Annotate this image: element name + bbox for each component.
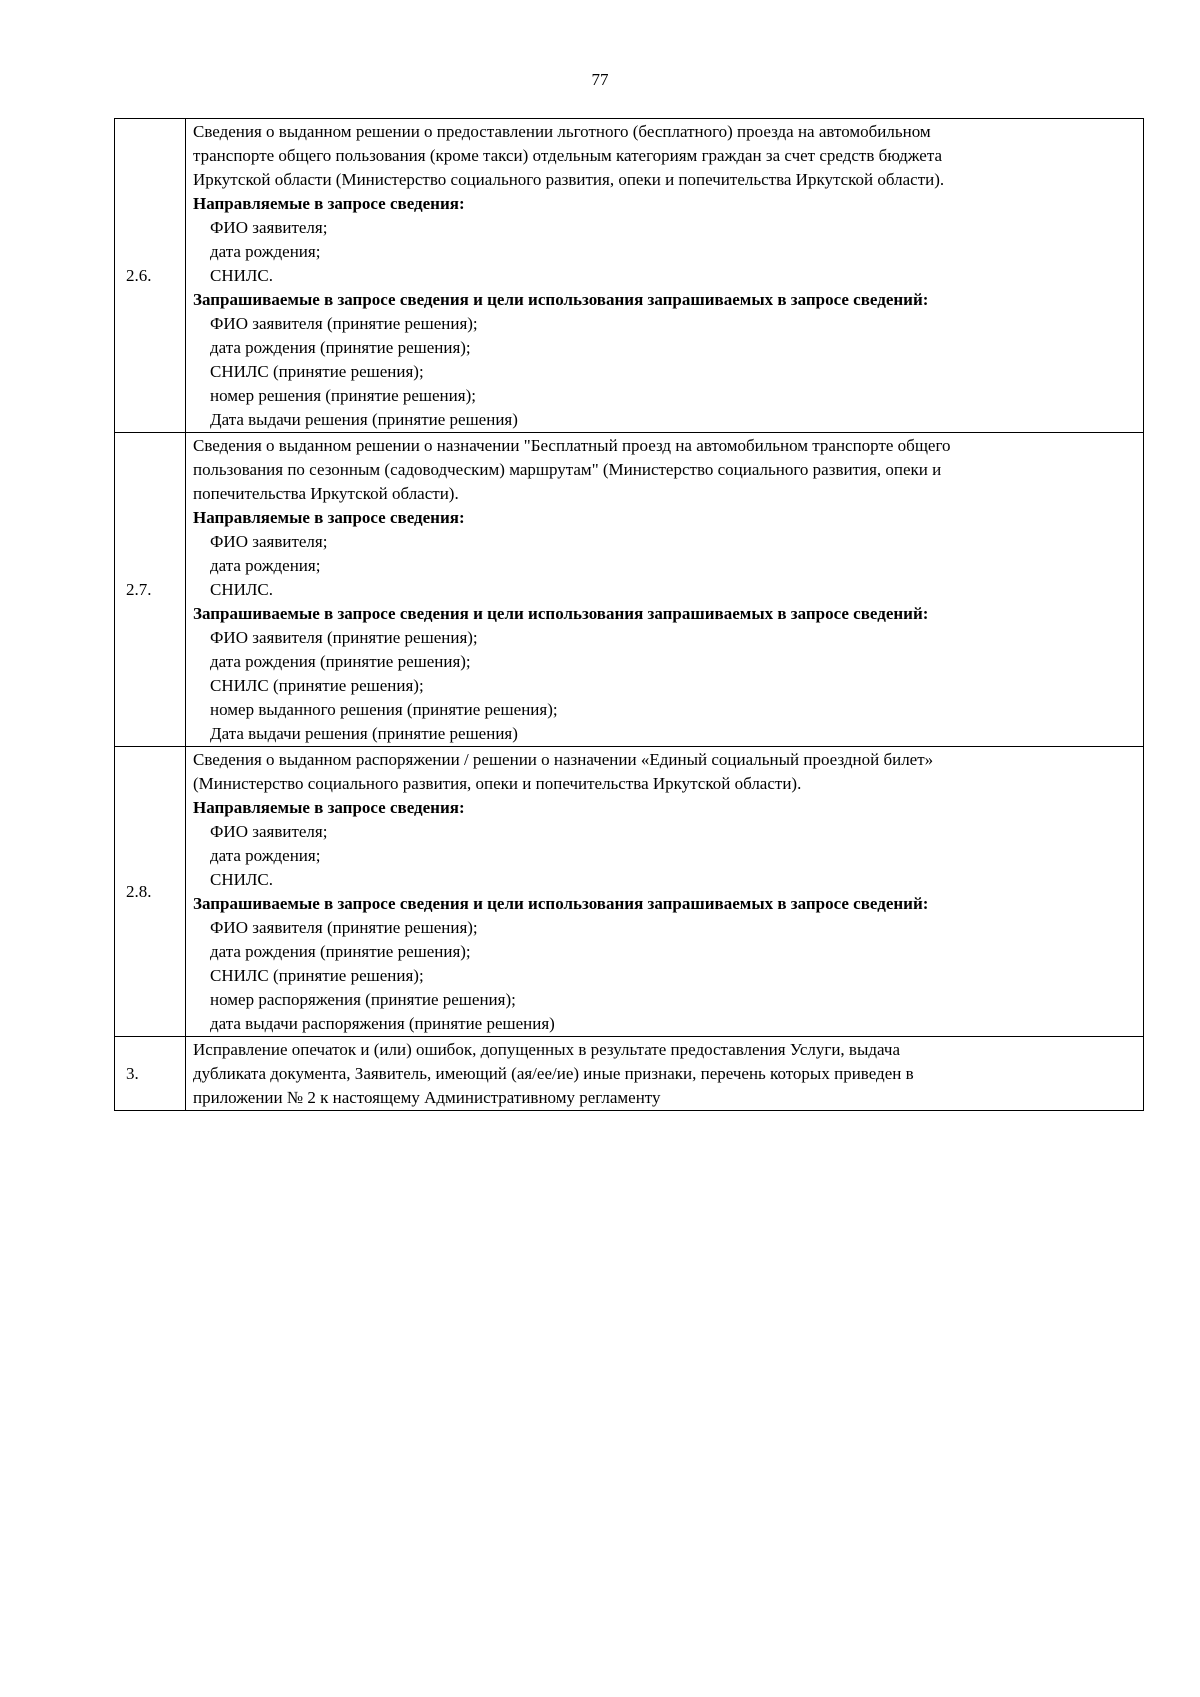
row-line: пользования по сезонным (садоводческим) маршрутам" (Министерство социального развития, опеки и [193, 460, 942, 479]
list-item: СНИЛС (принятие решения); [210, 676, 424, 695]
list-item: СНИЛС. [210, 870, 274, 889]
list-item: СНИЛС. [210, 266, 274, 285]
list-item: СНИЛС (принятие решения); [210, 966, 424, 985]
list-item: СНИЛС (принятие решения); [210, 362, 424, 381]
row-number: 2.7. [115, 433, 186, 747]
row-number: 2.8. [115, 747, 186, 1037]
section-heading: Запрашиваемые в запросе сведения и цели использования запрашиваемых в запросе сведений: [193, 604, 929, 623]
row-line: Сведения о выданном решении о предоставлении льготного (бесплатного) проезда на автомобильном [193, 122, 931, 141]
list-item: номер выданного решения (принятие решения); [210, 700, 558, 719]
row-line: Исправление опечаток и (или) ошибок, допущенных в результате предоставления Услуги, выдача [193, 1040, 900, 1059]
table-row-2-7 [115, 433, 1144, 747]
section-heading: Запрашиваемые в запросе сведения и цели использования запрашиваемых в запросе сведений: [193, 894, 929, 913]
table-row-3 [115, 1037, 1144, 1111]
row-line: (Министерство социального развития, опеки и попечительства Иркутской области). [193, 774, 802, 793]
row-line: Сведения о выданном решении о назначении "Бесплатный проезд на автомобильном транспорте общего [193, 436, 951, 455]
list-item: дата рождения; [210, 846, 321, 865]
section-heading: Направляемые в запросе сведения: [193, 508, 465, 527]
requirements-table [114, 118, 1144, 1111]
row-line: попечительства Иркутской области). [193, 484, 459, 503]
list-item: дата рождения; [210, 556, 321, 575]
row-line: приложении № 2 к настоящему Административному регламенту [193, 1088, 661, 1107]
list-item: номер решения (принятие решения); [210, 386, 476, 405]
list-item: СНИЛС. [210, 580, 274, 599]
section-heading: Направляемые в запросе сведения: [193, 194, 465, 213]
list-item: дата рождения; [210, 242, 321, 261]
list-item: ФИО заявителя (принятие решения); [210, 918, 478, 937]
section-heading: Направляемые в запросе сведения: [193, 798, 465, 817]
list-item: ФИО заявителя; [210, 822, 328, 841]
row-line: транспорте общего пользования (кроме такси) отдельным категориям граждан за счет средств бюджета [193, 146, 943, 165]
section-heading: Запрашиваемые в запросе сведения и цели использования запрашиваемых в запросе сведений: [193, 290, 929, 309]
list-item: ФИО заявителя; [210, 218, 328, 237]
list-item: Дата выдачи решения (принятие решения) [210, 410, 518, 429]
row-content [186, 747, 1144, 1037]
list-item: Дата выдачи решения (принятие решения) [210, 724, 518, 743]
row-line: Иркутской области (Министерство социального развития, опеки и попечительства Иркутской области). [193, 170, 945, 189]
row-content [186, 1037, 1144, 1111]
list-item: дата выдачи распоряжения (принятие решения) [210, 1014, 555, 1033]
row-content [186, 433, 1144, 747]
row-number: 3. [115, 1037, 186, 1111]
row-line: Сведения о выданном распоряжении / решении о назначении «Единый социальный проездной билет» [193, 750, 934, 769]
list-item: ФИО заявителя; [210, 532, 328, 551]
row-number: 2.6. [115, 119, 186, 433]
list-item: ФИО заявителя (принятие решения); [210, 314, 478, 333]
table-row-2-8 [115, 747, 1144, 1037]
list-item: дата рождения (принятие решения); [210, 942, 471, 961]
page-number: 77 [591, 70, 609, 89]
list-item: ФИО заявителя (принятие решения); [210, 628, 478, 647]
table-row-2-6 [115, 119, 1144, 433]
list-item: номер распоряжения (принятие решения); [210, 990, 516, 1009]
row-content [186, 119, 1144, 433]
list-item: дата рождения (принятие решения); [210, 338, 471, 357]
list-item: дата рождения (принятие решения); [210, 652, 471, 671]
row-line: дубликата документа, Заявитель, имеющий (ая/ее/ие) иные признаки, перечень которых приведен в [193, 1064, 914, 1083]
